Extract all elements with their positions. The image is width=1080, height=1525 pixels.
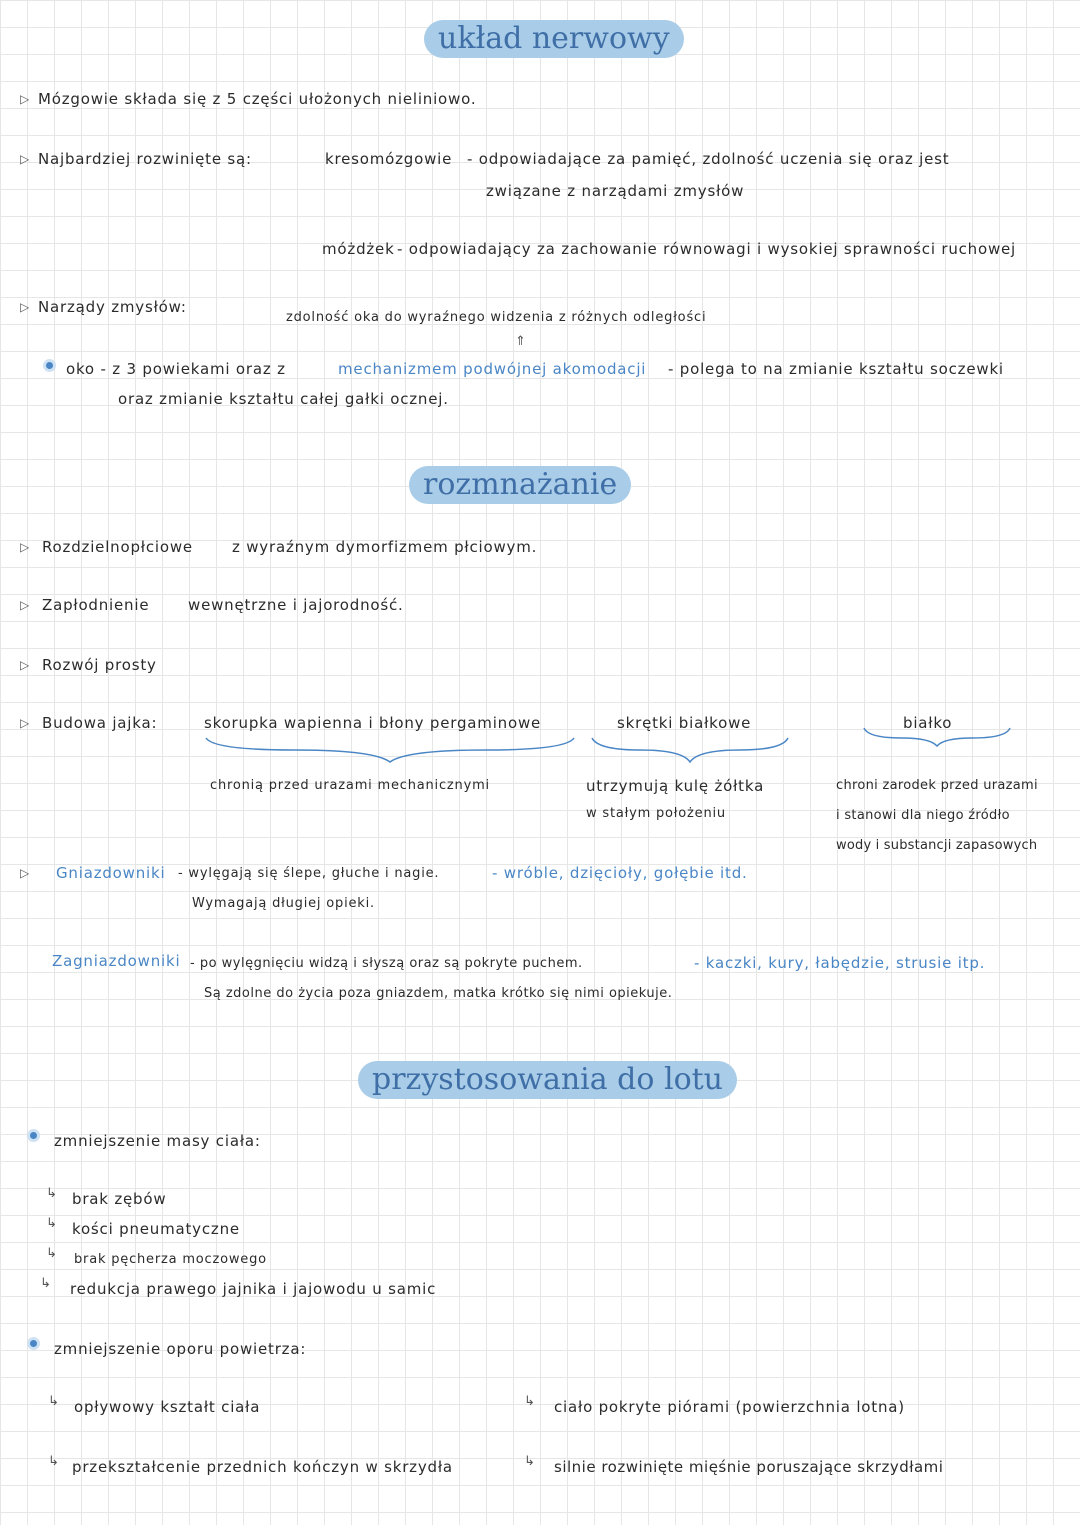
mozgowie-text: Mózgowie składa się z 5 części ułożonych nieliniowo. bbox=[38, 90, 477, 108]
dot-bullet-icon bbox=[30, 1132, 37, 1139]
triangle-bullet-icon: ▷ bbox=[20, 598, 30, 612]
masa-item: brak zębów bbox=[72, 1190, 167, 1208]
dymorfizm-text: z wyraźnym dymorfizmem płciowym. bbox=[232, 538, 538, 556]
bialko-title: białko bbox=[903, 714, 953, 732]
mozdzek-desc: - odpowiadający za zachowanie równowagi i wysokiej sprawności ruchowej bbox=[397, 240, 1017, 258]
gniazdowniki-desc-line2: Wymagają długiej opieki. bbox=[192, 896, 375, 911]
rozdzielnoplciowe-term: Rozdzielnopłciowe bbox=[42, 538, 193, 556]
mozdzek-term: móżdżek bbox=[322, 240, 395, 258]
zmniejszenie-masy-label: zmniejszenie masy ciała: bbox=[54, 1132, 261, 1150]
sub-arrow-icon: ↳ bbox=[46, 1186, 57, 1201]
gniazdowniki-desc: - wylęgają się ślepe, głuche i nagie. bbox=[178, 866, 440, 881]
skretki-title: skrętki białkowe bbox=[617, 714, 752, 732]
najbardziej-label: Najbardziej rozwinięte są: bbox=[38, 150, 252, 168]
opor-left-item: przekształcenie przednich kończyn w skrzydła bbox=[72, 1458, 453, 1476]
up-arrow-icon: ⇑ bbox=[515, 334, 526, 349]
triangle-bullet-icon: ▷ bbox=[20, 92, 30, 106]
triangle-bullet-icon: ▷ bbox=[20, 866, 30, 880]
heading-przystosowania-do-lotu: przystosowania do lotu bbox=[358, 1061, 737, 1099]
oko-lead-text: oko - z 3 powiekami oraz z bbox=[66, 360, 286, 378]
dot-bullet-icon bbox=[46, 362, 53, 369]
kresomozgowie-desc: - odpowiadające za pamięć, zdolność uczenia się oraz jest bbox=[467, 150, 950, 168]
bialko-desc-line3: wody i substancji zapasowych bbox=[836, 838, 1038, 853]
zaplodnienie-term: Zapłodnienie bbox=[42, 596, 150, 614]
gniazdowniki-examples: - wróble, dzięcioły, gołębie itd. bbox=[492, 864, 748, 882]
triangle-bullet-icon: ▷ bbox=[20, 716, 30, 730]
sub-arrow-icon: ↳ bbox=[48, 1454, 59, 1469]
sub-arrow-icon: ↳ bbox=[524, 1454, 535, 1469]
rozwoj-text: Rozwój prosty bbox=[42, 656, 157, 674]
opor-right-item: ciało pokryte piórami (powierzchnia lotna) bbox=[554, 1398, 905, 1416]
opor-left-item: opływowy kształt ciała bbox=[74, 1398, 261, 1416]
sub-arrow-icon: ↳ bbox=[524, 1394, 535, 1409]
akomodacja-term: mechanizmem podwójnej akomodacji bbox=[338, 360, 647, 378]
sub-arrow-icon: ↳ bbox=[46, 1246, 57, 1261]
narzady-label: Narządy zmysłów: bbox=[38, 298, 187, 316]
budowa-jajka-label: Budowa jajka: bbox=[42, 714, 158, 732]
brace-icon bbox=[862, 726, 1012, 750]
triangle-bullet-icon: ▷ bbox=[20, 658, 30, 672]
sub-arrow-icon: ↳ bbox=[46, 1216, 57, 1231]
kresomozgowie-desc-line2: związane z narządami zmysłów bbox=[486, 182, 745, 200]
skorupka-title: skorupka wapienna i błony pergaminowe bbox=[204, 714, 542, 732]
skretki-desc: utrzymują kulę żółtka bbox=[586, 777, 765, 795]
masa-item: redukcja prawego jajnika i jajowodu u samic bbox=[70, 1280, 437, 1298]
triangle-bullet-icon: ▷ bbox=[20, 540, 30, 554]
zagniazdowniki-examples: - kaczki, kury, łabędzie, strusie itp. bbox=[694, 954, 986, 972]
polega-text-line2: oraz zmianie kształtu całej gałki ocznej. bbox=[118, 390, 449, 408]
triangle-bullet-icon: ▷ bbox=[20, 152, 30, 166]
masa-item: brak pęcherza moczowego bbox=[74, 1252, 267, 1267]
skorupka-desc: chronią przed urazami mechanicznymi bbox=[210, 778, 490, 793]
brace-icon bbox=[590, 736, 790, 766]
heading-uklad-nerwowy: układ nerwowy bbox=[424, 20, 684, 58]
skretki-desc-line2: w stałym położeniu bbox=[586, 806, 726, 821]
triangle-bullet-icon: ▷ bbox=[20, 300, 30, 314]
bialko-desc: chroni zarodek przed urazami bbox=[836, 778, 1038, 793]
brace-icon bbox=[204, 736, 576, 766]
zdolnosc-oka-text: zdolność oka do wyraźnego widzenia z różnych odległości bbox=[286, 310, 707, 325]
zmniejszenie-oporu-label: zmniejszenie oporu powietrza: bbox=[54, 1340, 307, 1358]
zagniazdowniki-term: Zagniazdowniki bbox=[52, 952, 181, 970]
sub-arrow-icon: ↳ bbox=[48, 1394, 59, 1409]
zaplodnienie-desc: wewnętrzne i jajorodność. bbox=[188, 596, 404, 614]
zagniazdowniki-desc-line2: Są zdolne do życia poza gniazdem, matka krótko się nimi opiekuje. bbox=[204, 986, 673, 1001]
bialko-desc-line2: i stanowi dla niego źródło bbox=[836, 808, 1010, 823]
heading-rozmnazanie: rozmnażanie bbox=[409, 466, 631, 504]
zagniazdowniki-desc: - po wylęgnięciu widzą i słyszą oraz są pokryte puchem. bbox=[190, 956, 583, 971]
dot-bullet-icon bbox=[30, 1340, 37, 1347]
gniazdowniki-term: Gniazdowniki bbox=[56, 864, 166, 882]
kresomozgowie-term: kresomózgowie bbox=[325, 150, 453, 168]
polega-text: - polega to na zmianie kształtu soczewki bbox=[668, 360, 1004, 378]
masa-item: kości pneumatyczne bbox=[72, 1220, 240, 1238]
opor-right-item: silnie rozwinięte mięśnie poruszające skrzydłami bbox=[554, 1458, 944, 1476]
sub-arrow-icon: ↳ bbox=[40, 1276, 51, 1291]
